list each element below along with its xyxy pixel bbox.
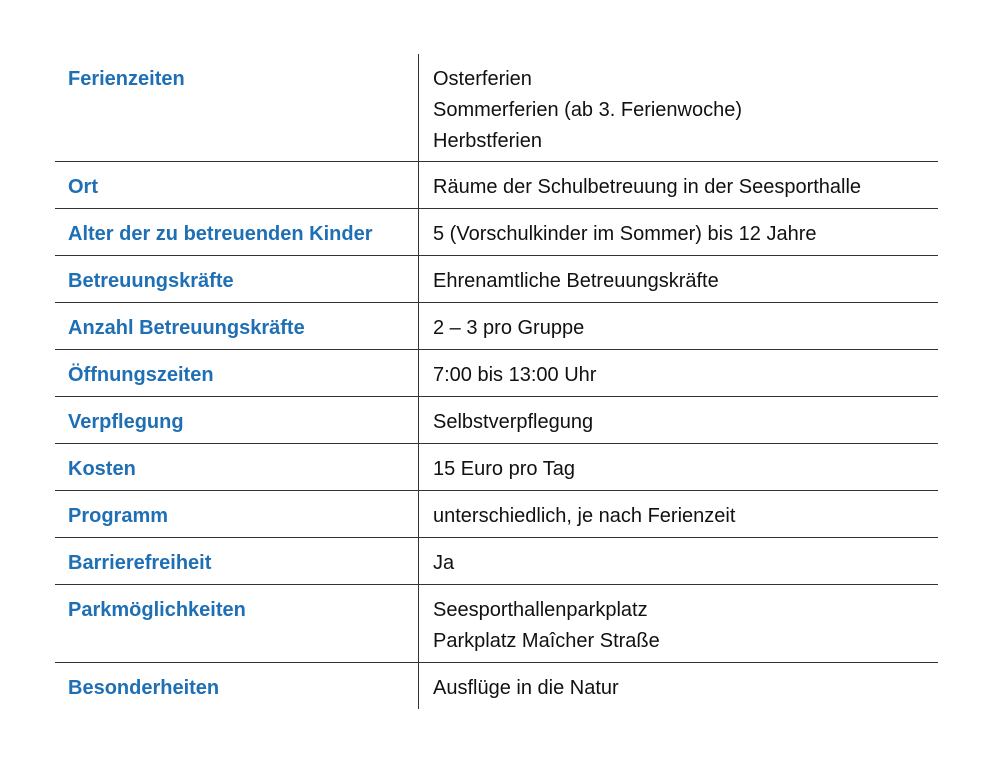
info-table (55, 54, 938, 709)
value-line: 2 – 3 pro Gruppe (433, 317, 585, 339)
table-row-ferienzeiten (55, 54, 938, 162)
row-label: Besonderheiten (55, 663, 419, 709)
table-row-barrierefreiheit (55, 538, 938, 585)
row-value (419, 350, 938, 396)
row-value (419, 209, 938, 255)
row-label: Programm (55, 491, 419, 537)
row-label: Öffnungszeiten (55, 350, 419, 396)
table-row-programm (55, 491, 938, 538)
value-line: unterschiedlich, je nach Ferienzeit (433, 505, 736, 527)
value-line: Ehrenamtliche Betreuungskräfte (433, 270, 719, 292)
table-row-oeffnungszeiten (55, 350, 938, 397)
table-row-verpflegung (55, 397, 938, 444)
value-line: Osterferien (433, 68, 532, 90)
row-value (419, 491, 938, 537)
row-label: Barrierefreiheit (55, 538, 419, 584)
table-row-anzahl (55, 303, 938, 350)
value-line: Räume der Schulbetreuung in der Seesporthalle (433, 176, 862, 198)
row-label: Kosten (55, 444, 419, 490)
value-line: Sommerferien (ab 3. Ferienwoche) (433, 99, 743, 121)
row-label: Parkmöglichkeiten (55, 585, 419, 662)
value-line: 7:00 bis 13:00 Uhr (433, 364, 597, 386)
row-value (419, 54, 938, 161)
row-value (419, 585, 938, 662)
row-label: Ort (55, 162, 419, 208)
row-value (419, 303, 938, 349)
row-label: Anzahl Betreuungskräfte (55, 303, 419, 349)
value-line: Ausflüge in die Natur (433, 677, 619, 699)
row-label: Alter der zu betreuenden Kinder (55, 209, 419, 255)
value-line: 15 Euro pro Tag (433, 458, 575, 480)
row-value (419, 538, 938, 584)
row-value (419, 256, 938, 302)
table-row-kosten (55, 444, 938, 491)
value-line: Ja (433, 552, 455, 574)
row-label: Betreuungskräfte (55, 256, 419, 302)
row-value (419, 162, 938, 208)
value-line: Selbstverpflegung (433, 411, 594, 433)
value-line: 5 (Vorschulkinder im Sommer) bis 12 Jahre (433, 223, 817, 245)
row-value (419, 663, 938, 709)
table-row-alter (55, 209, 938, 256)
table-row-parkmoeglichkeiten (55, 585, 938, 663)
table-row-betreuungskraefte (55, 256, 938, 303)
value-line: Parkplatz Maîcher Straße (433, 630, 660, 652)
row-value (419, 444, 938, 490)
row-label: Ferienzeiten (55, 54, 419, 161)
row-label: Verpflegung (55, 397, 419, 443)
table-row-besonderheiten (55, 663, 938, 709)
value-line: Herbstferien (433, 130, 542, 152)
row-value (419, 397, 938, 443)
value-line: Seesporthallenparkplatz (433, 599, 648, 621)
table-row-ort (55, 162, 938, 209)
